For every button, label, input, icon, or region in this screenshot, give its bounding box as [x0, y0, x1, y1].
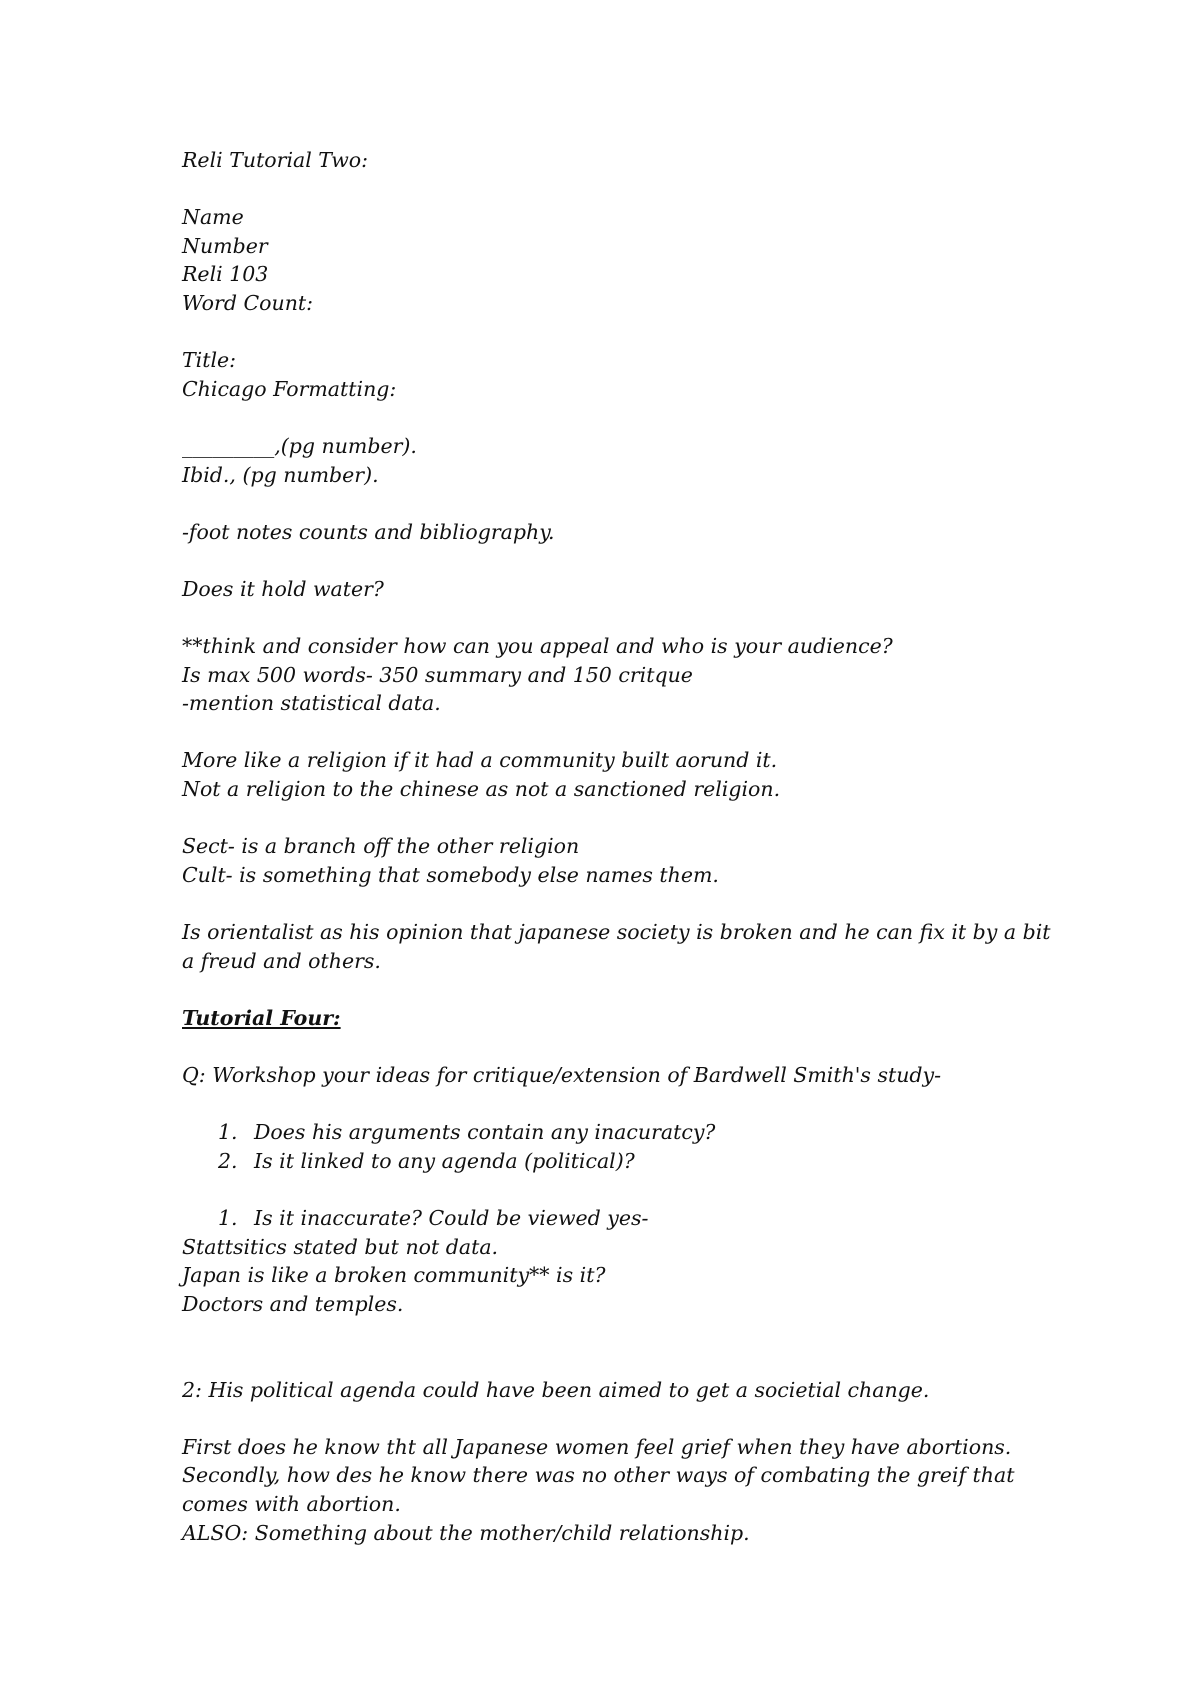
spacer — [182, 1090, 1062, 1119]
spacer — [182, 489, 1062, 518]
list-item — [182, 1204, 1062, 1233]
citation-line: _________,(pg number). — [182, 433, 417, 458]
orientalist-line-2: a freud and others. — [182, 948, 381, 973]
second-point-line-2: comes with abortion. — [182, 1491, 401, 1516]
question-line: Q: Workshop your ideas for critique/extension of Bardwell Smith's study- — [182, 1063, 942, 1087]
spacer — [182, 1347, 1062, 1376]
spacer — [182, 1175, 1062, 1204]
footnotes-line: -foot notes counts and bibliography. — [182, 519, 555, 544]
chicago-formatting-line: Chicago Formatting: — [182, 376, 397, 401]
spacer — [182, 318, 1062, 347]
list-number: 1. — [218, 1120, 238, 1145]
mention-line: -mention statistical data. — [182, 691, 441, 716]
name-line: Name — [182, 205, 244, 230]
political-agenda-line: 2: His political agenda could have been aimed to get a societial change. — [182, 1377, 930, 1402]
document-page — [182, 146, 1062, 1547]
sect-line: Sect- is a branch off the other religion — [182, 834, 580, 859]
spacer — [182, 975, 1062, 1004]
think-line: **think and consider how can you appeal and who is your audience? — [182, 634, 893, 659]
word-count-line: Word Count: — [182, 290, 314, 315]
spacer — [182, 1404, 1062, 1433]
religion-line-2: Not a religion to the chinese as not a sanctioned religion. — [182, 777, 781, 802]
hold-water-line: Does it hold water? — [182, 576, 384, 601]
second-point-line-1: Secondly, how des he know there was no other ways of combating the greif that — [182, 1463, 1015, 1488]
spacer — [182, 889, 1062, 918]
list-text: Does his arguments contain any inacuratcy? — [254, 1120, 716, 1145]
spacer — [182, 604, 1062, 633]
doctors-line: Doctors and temples. — [182, 1291, 404, 1316]
list-text: Is it linked to any agenda (political)? — [254, 1148, 635, 1173]
japan-line: Japan is like a broken community** is it? — [182, 1263, 606, 1288]
spacer — [182, 1318, 1062, 1347]
tutorial-four-heading: Tutorial Four: — [182, 1005, 341, 1030]
first-point-line: First does he know tht all Japanese women feel grief when they have abortions. — [182, 1434, 1012, 1459]
statistics-line: Stattsitics stated but not data. — [182, 1234, 499, 1259]
spacer — [182, 1032, 1062, 1061]
section-heading — [182, 1004, 1062, 1033]
title-label-line: Title: — [182, 348, 237, 373]
cult-line: Cult- is something that somebody else names them. — [182, 862, 719, 887]
spacer — [182, 718, 1062, 747]
spacer — [182, 804, 1062, 833]
list-text: Is it inaccurate? Could be viewed yes- — [254, 1205, 649, 1230]
spacer — [182, 175, 1062, 204]
max-words-line: Is max 500 words- 350 summary and 150 critque — [182, 662, 693, 687]
list-item — [182, 1147, 1062, 1176]
number-line: Number — [182, 233, 268, 258]
list-number: 2. — [218, 1148, 238, 1173]
religion-line-1: More like a religion if it had a community built aorund it. — [182, 748, 778, 773]
spacer — [182, 403, 1062, 432]
list-number: 1. — [218, 1205, 238, 1230]
ibid-line: Ibid., (pg number). — [182, 462, 379, 487]
list-item — [182, 1118, 1062, 1147]
orientalist-line-1: Is orientalist as his opinion that japanese society is broken and he can fix it by a bit — [182, 920, 1051, 945]
spacer — [182, 546, 1062, 575]
course-line: Reli 103 — [182, 262, 269, 287]
also-line: ALSO: Something about the mother/child relationship. — [182, 1520, 750, 1545]
document-title: Reli Tutorial Two: — [182, 148, 369, 172]
